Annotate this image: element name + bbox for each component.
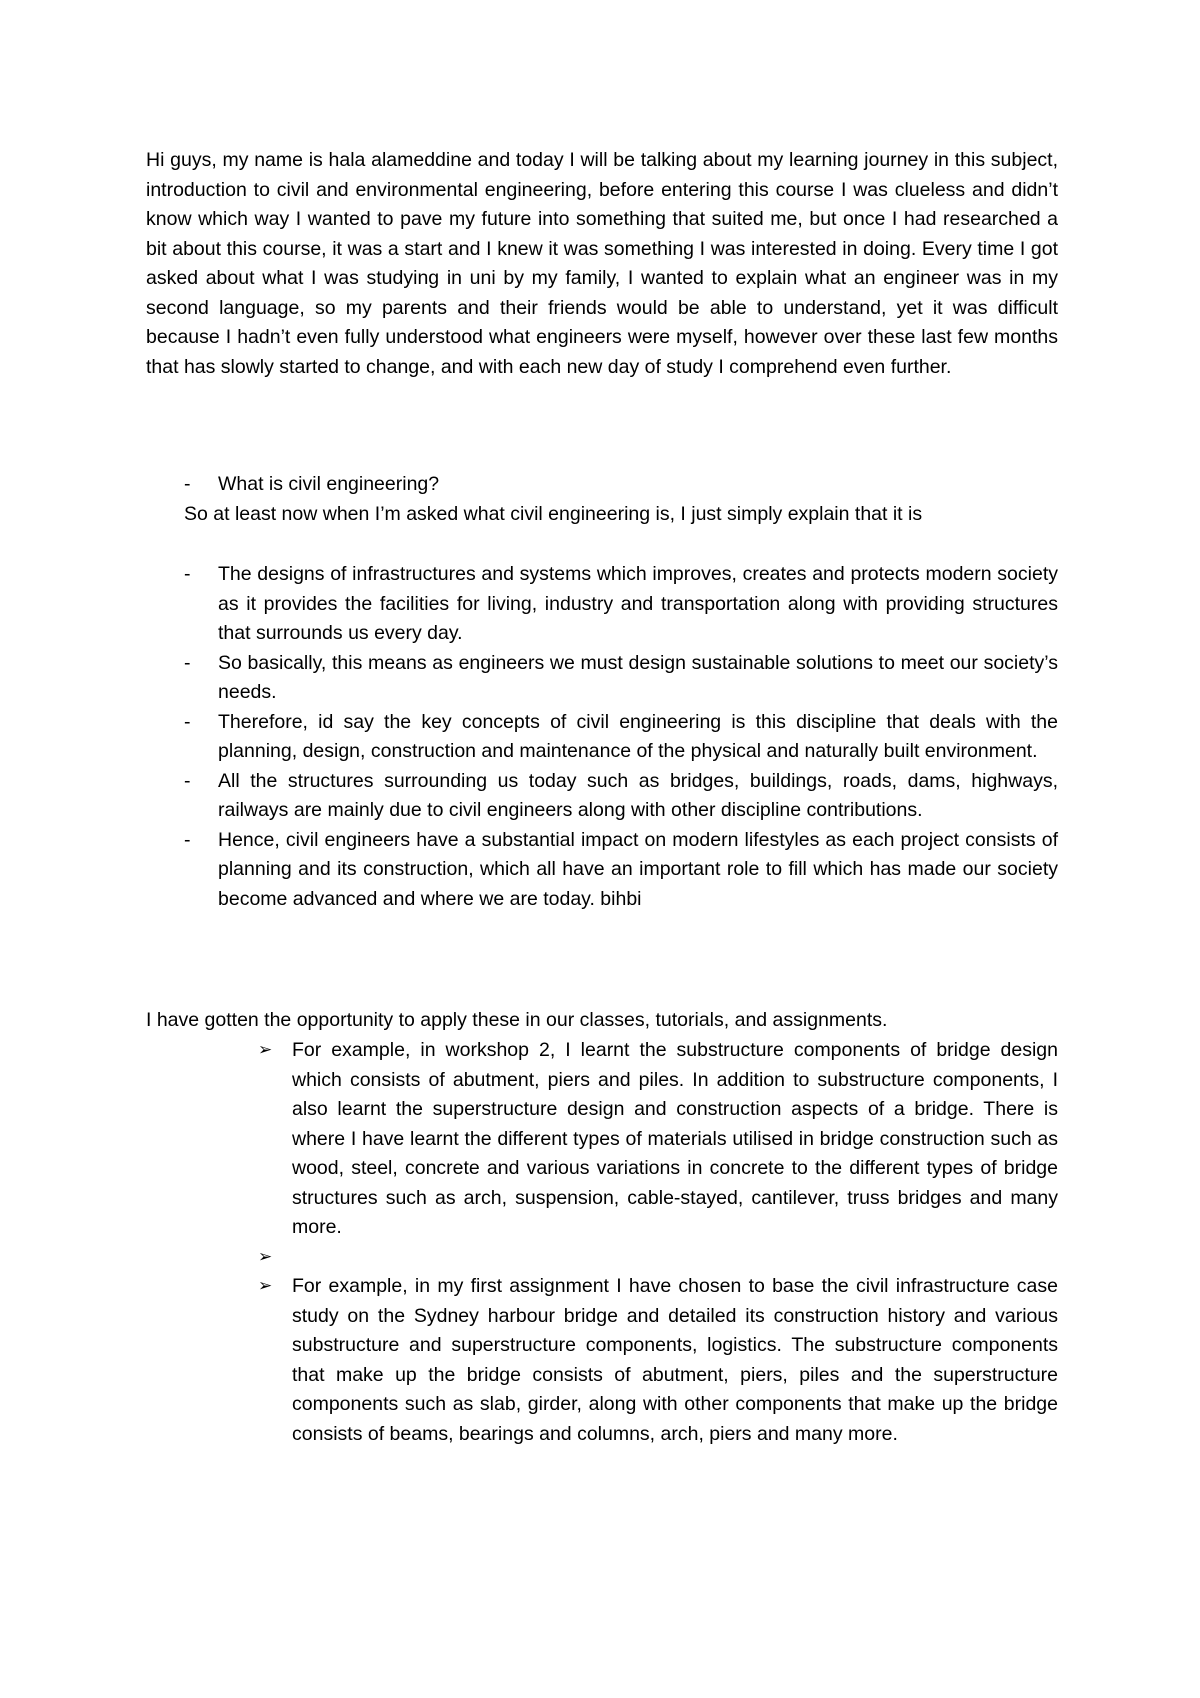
dash-bullet: - [184,769,191,792]
dash-bullet: - [184,563,191,585]
arrow-list [258,1036,1058,1449]
answer-intro: So at least now when I’m asked what civil engineering is, I just simply explain that it is [184,503,923,525]
list-item [184,826,1058,915]
list-item [184,767,1058,826]
list-item-text: Hence, civil engineers have a substantial impact on modern lifestyles as each project consists of planning and its construction, which all have an important role to fill which has made our society become advanced and where we are today. bihbi [218,828,1058,910]
apply-intro: I have gotten the opportunity to apply these in our classes, tutorials, and assignments. [146,1009,888,1031]
list-item-text: For example, in my first assignment I have chosen to base the civil infrastructure case study on the Sydney harbour bridge and detailed its construction history and various substructure and superstructure components, logistics. The substructure components that make up the bridge consists of abutment, piers, piles and the superstructure components such as slab, girder, along with other components that make up the bridge consists of beams, bearings and columns, arch, piers and many more. [292,1275,1058,1445]
list-item [258,1036,1058,1243]
list-item-text: The designs of infrastructures and systems which improves, creates and protects modern society as it provides the facilities for living, industry and transportation along with providing structures that surrounds us every day. [218,563,1058,644]
dash-bullet: - [184,473,191,495]
list-item-text: For example, in workshop 2, I learnt the substructure components of bridge design which consists of abutment, piers and piles. In addition to substructure components, I also learnt the superstructure design and construction aspects of a bridge. There is where I have learnt the different types of materials utilised in bridge construction such as wood, steel, concrete and various variations in concrete to the different types of bridge structures such as arch, suspension, cable-stayed, cantilever, truss bridges and many more. [292,1039,1058,1238]
dash-bullet: - [184,651,191,674]
dash-bullet: - [184,710,191,733]
section-question [184,470,1064,500]
intro-paragraph: Hi guys, my name is hala alameddine and today I will be talking about my learning journey in this subject, introduction to civil and environmental engineering, before entering this course I was clueless and didn’t know which way I wanted to pave my future into something that suited me, but once I had researched a bit about this course, it was a start and I knew it was something I was interested in doing. Every time I got asked about what I was studying in uni by my family, I wanted to explain what an engineer was in my second language, so my parents and their friends would be able to understand, yet it was difficult because I hadn’t even fully understood what engineers were myself, however over these last few months that has slowly started to change, and with each new day of study I comprehend even further. [146,149,1058,378]
list-item [184,708,1058,767]
list-item-text: All the structures surrounding us today such as bridges, buildings, roads, dams, highways, railways are mainly due to civil engineers along with other discipline contributions. [218,769,1058,821]
question-text: What is civil engineering? [218,473,440,495]
list-item [184,560,1058,649]
list-item [258,1243,1058,1273]
arrow-bullet-icon: ➢ [258,1246,273,1267]
arrow-bullet-icon: ➢ [258,1040,273,1060]
list-item-text: Therefore, id say the key concepts of civil engineering is this discipline that deals with the planning, design, construction and maintenance of the physical and naturally built environment. [218,710,1058,762]
list-item-text [292,1243,1058,1273]
list-item [258,1272,1058,1449]
arrow-bullet-icon: ➢ [258,1276,273,1296]
dash-list [184,560,1058,914]
dash-bullet: - [184,828,191,851]
list-item [184,649,1058,708]
list-item-text: So basically, this means as engineers we must design sustainable solutions to meet our society’s needs. [218,651,1058,703]
